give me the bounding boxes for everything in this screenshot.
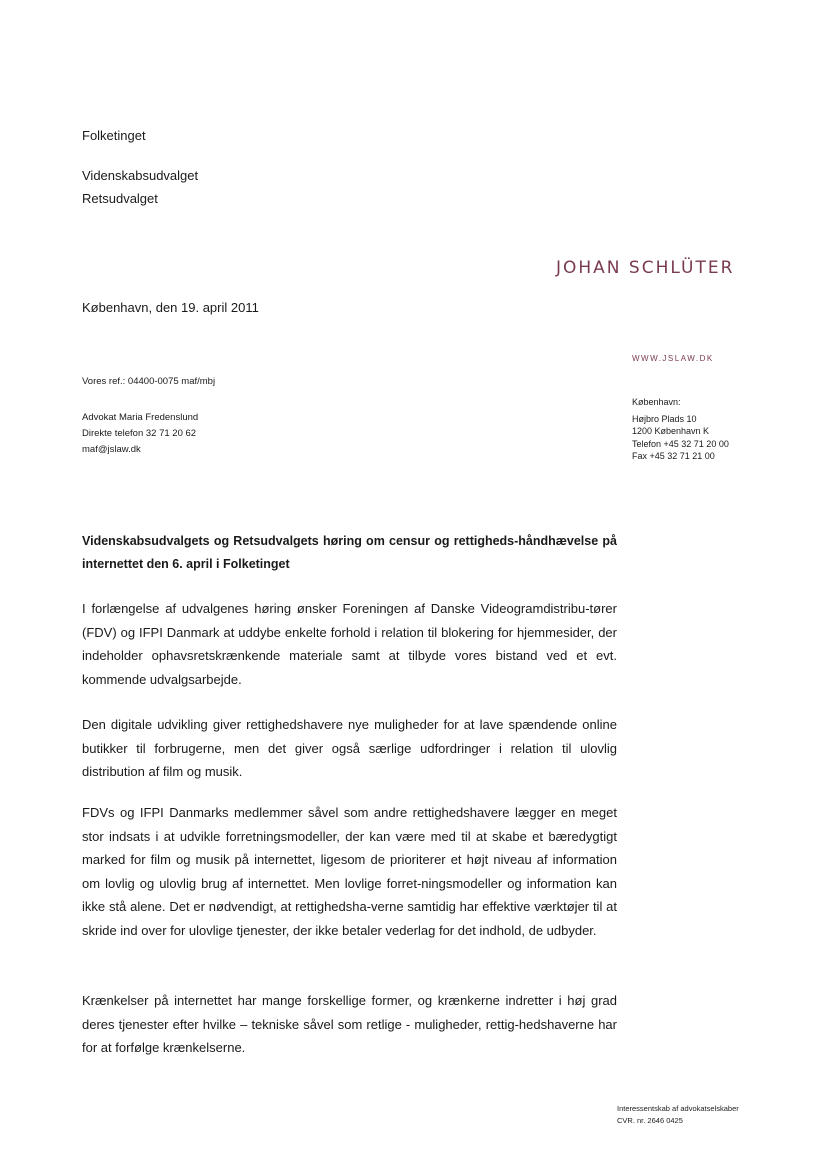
body-paragraph-1: I forlængelse af udvalgenes høring ønsker Foreningen af Danske Videogramdistribu-tører (FDV) og IFPI Danmark at uddybe enkelte forhold i relation til blokering for hjemmesider, der indeholder ophavsretskrænkende materiale samt at tilbyde vores bistand ved et evt. kommende udvalgsarbejde. <box>82 601 617 687</box>
footer-cvr: CVR. nr. 2646 0425 <box>617 1116 683 1125</box>
sender-email[interactable]: maf@jslaw.dk <box>82 444 141 455</box>
office-postal: 1200 København K <box>632 426 710 436</box>
recipient-committee-1: Videnskabsudvalget <box>82 168 199 183</box>
firm-website[interactable]: WWW.JSLAW.DK <box>632 354 714 363</box>
footer-block <box>617 1103 739 1127</box>
office-fax: Fax +45 32 71 21 00 <box>632 451 715 461</box>
body-paragraph-2: Den digitale udvikling giver rettighedshavere nye muligheder for at lave spændende online butikker til forbrugerne, men det giver også særlige udfordringer i relation til ulovlig distribution af film og musik. <box>82 717 617 779</box>
office-street: Højbro Plads 10 <box>632 413 697 424</box>
body-paragraph-4: Krænkelser på internettet har mange forskellige former, og krænkerne indretter i høj grad deres tjenester efter hvilke – tekniske såvel som retlige - muligheder, rettig-hedshaverne har for at forfølge krænkelserne. <box>82 993 617 1055</box>
letter-subject: Videnskabsudvalgets og Retsudvalgets høring om censur og rettigheds-håndhævelse på internettet den 6. april i Folketinget <box>82 534 617 571</box>
body-paragraph-3: FDVs og IFPI Danmarks medlemmer såvel som andre rettighedshavere lægger en meget stor indsats i at udvikle forretningsmodeller, der kan være med til at skabe et bæredygtigt marked for film og musik på internettet, ligesom de prioriterer et højt niveau af information om lovlig og ulovlig brug af internettet. Men lovlige forret-ningsmodeller og information kan ikke stå alene. Det er nødvendigt, at rettighedsha-verne samtidig har effektive værktøjer til at skride ind over for ulovlige tjenester, der ikke betaler vederlag for det indhold, de udbyder. <box>82 805 617 938</box>
office-address-block <box>632 396 729 463</box>
footer-company-type: Interessentskab af advokatselskaber <box>617 1104 739 1113</box>
office-city: København: <box>632 397 681 407</box>
sender-name: Advokat Maria Fredenslund <box>82 412 199 423</box>
letter-date: København, den 19. april 2011 <box>82 300 259 315</box>
recipient-committee-2: Retsudvalget <box>82 191 158 206</box>
office-phone: Telefon +45 32 71 20 00 <box>632 438 729 449</box>
firm-logo: JOHAN SCHLÜTER <box>556 258 735 278</box>
reference: Vores ref.: 04400-0075 maf/mbj <box>82 376 216 387</box>
recipient-name: Folketinget <box>82 128 146 143</box>
sender-phone: Direkte telefon 32 71 20 62 <box>82 428 197 439</box>
sender-block <box>82 410 198 458</box>
